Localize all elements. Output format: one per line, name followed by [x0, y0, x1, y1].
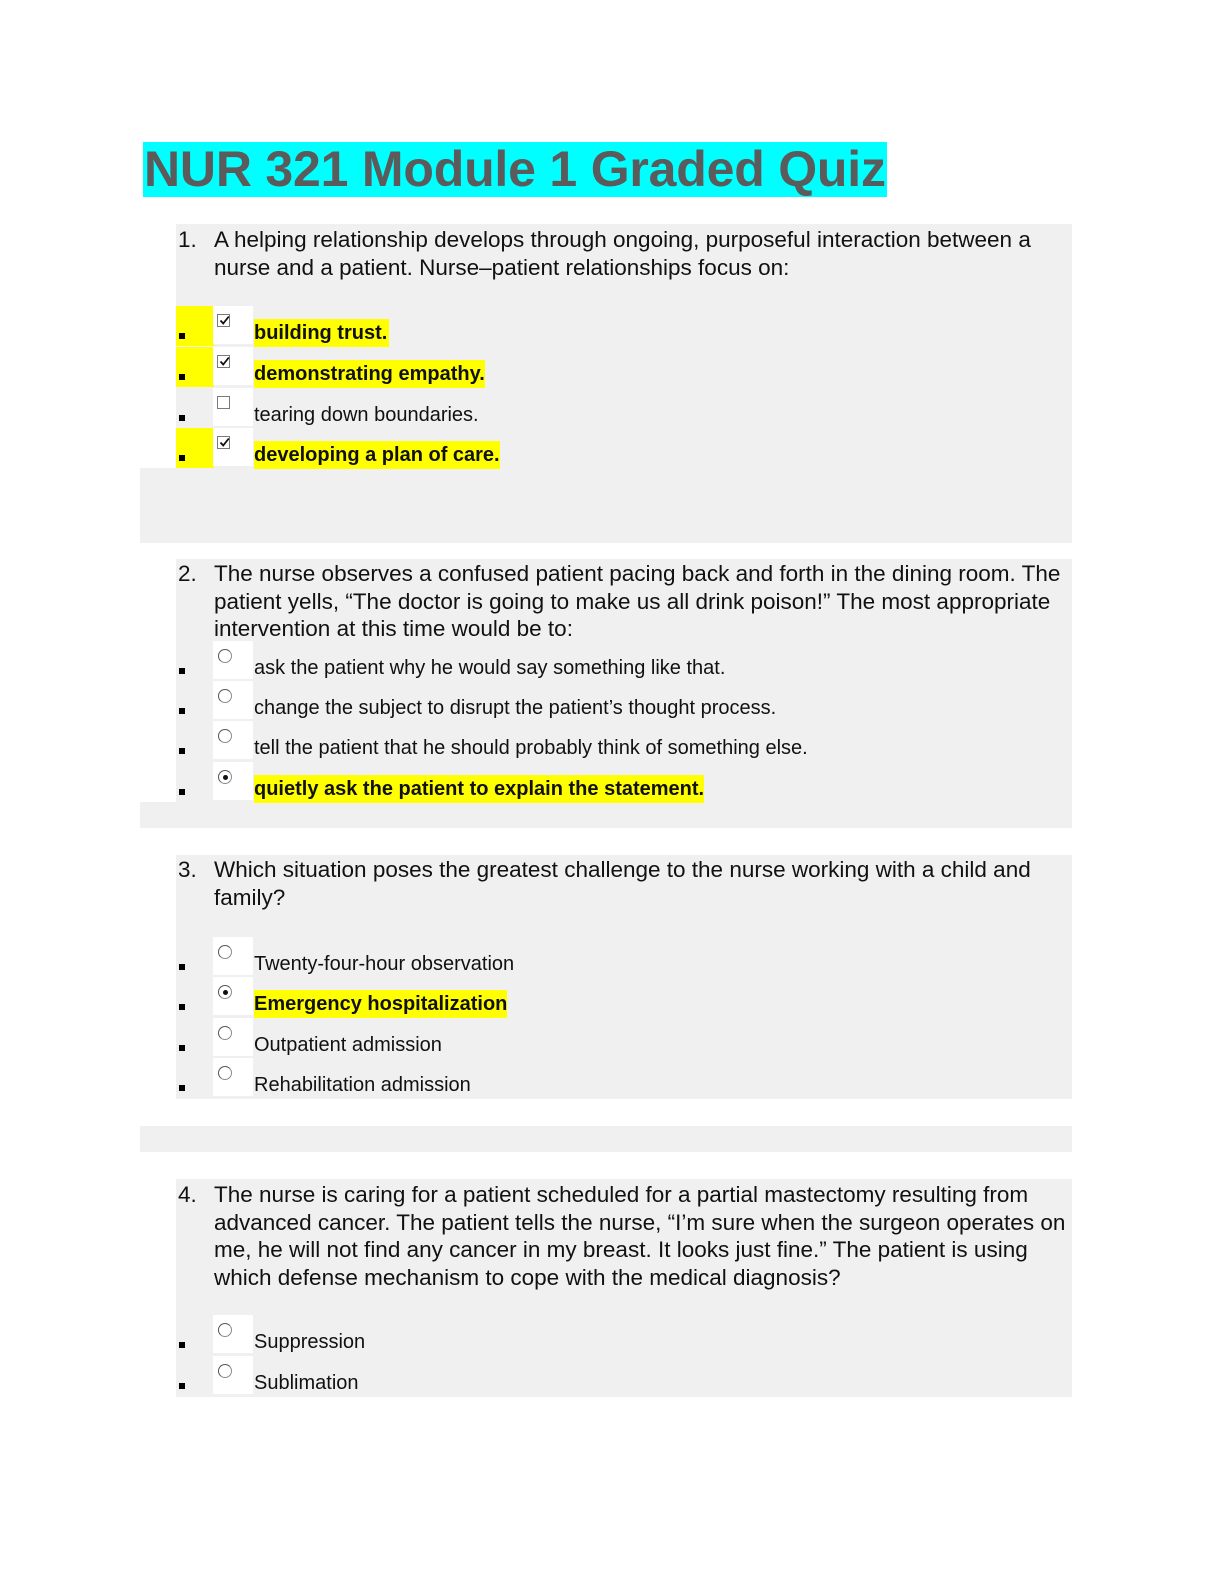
question-1-option-1[interactable] — [176, 306, 1056, 346]
question-4-option-2[interactable] — [176, 1356, 1056, 1396]
question-2-option-3[interactable] — [176, 721, 1056, 761]
question-3-option-2[interactable] — [176, 977, 1056, 1017]
radio-unselected[interactable] — [218, 1323, 232, 1337]
option-label: building trust. — [254, 319, 389, 347]
radio-unselected[interactable] — [218, 945, 232, 959]
option-label: tearing down boundaries. — [254, 404, 479, 426]
bullet-icon — [179, 789, 185, 795]
bullet-icon — [179, 1045, 185, 1051]
option-label: change the subject to disrupt the patient’s thought process. — [254, 697, 777, 719]
radio-unselected[interactable] — [218, 1066, 232, 1080]
checkbox-checked[interactable] — [217, 314, 230, 327]
radio-unselected[interactable] — [218, 1364, 232, 1378]
bullet-icon — [179, 1085, 185, 1091]
question-prompt: Which situation poses the greatest challenge to the nurse working with a child and family? — [214, 857, 1031, 910]
quiz-title-container — [143, 142, 887, 197]
question-number: 4. — [178, 1182, 197, 1207]
question-number: 3. — [178, 857, 197, 882]
radio-dot-icon — [223, 775, 228, 780]
bullet-icon — [179, 668, 185, 674]
answer-highlight — [176, 428, 214, 468]
bullet-icon — [179, 415, 185, 421]
question-3-option-3[interactable] — [176, 1018, 1056, 1058]
bullet-icon — [179, 708, 185, 714]
bullet-icon — [179, 374, 185, 380]
radio-unselected[interactable] — [218, 729, 232, 743]
bullet-icon — [179, 1383, 185, 1389]
option-label: Rehabilitation admission — [254, 1074, 471, 1096]
radio-unselected[interactable] — [218, 1026, 232, 1040]
question-4-text — [178, 1181, 1074, 1291]
option-label: Emergency hospitalization — [254, 990, 507, 1018]
question-3-option-1[interactable] — [176, 937, 1056, 977]
question-2-option-1[interactable] — [176, 641, 1056, 681]
option-label: developing a plan of care. — [254, 441, 500, 469]
radio-dot-icon — [223, 990, 228, 995]
bullet-icon — [179, 333, 185, 339]
question-3-text — [178, 856, 1074, 911]
checkbox-checked[interactable] — [217, 355, 230, 368]
question-prompt: The nurse observes a confused patient pacing back and forth in the dining room. The patient yells, “The doctor is going to make us all drink poison!” The most appropriate intervention at this time would be to: — [214, 561, 1061, 641]
answer-highlight — [176, 306, 214, 346]
checkmark-icon — [219, 437, 230, 448]
option-label: Outpatient admission — [254, 1034, 442, 1056]
option-label: ask the patient why he would say something like that. — [254, 657, 726, 679]
bullet-icon — [179, 1342, 185, 1348]
option-label: Suppression — [254, 1331, 366, 1353]
checkbox-unchecked[interactable] — [217, 396, 230, 409]
bullet-icon — [179, 964, 185, 970]
question-1-option-4[interactable] — [176, 428, 1056, 468]
page-title: NUR 321 Module 1 Graded Quiz — [144, 141, 886, 197]
question-prompt: The nurse is caring for a patient scheduled for a partial mastectomy resulting from advanced cancer. The patient tells the nurse, “I’m sure when the surgeon operates on me, he will not find any cancer in my breast. It looks just fine.” The patient is using which defense mechanism to cope with the medical diagnosis? — [214, 1182, 1066, 1290]
question-1-option-2[interactable] — [176, 347, 1056, 387]
question-1-text — [178, 226, 1074, 281]
answer-highlight — [176, 347, 214, 387]
question-prompt: A helping relationship develops through ongoing, purposeful interaction between a nurse and a patient. Nurse–patient relationships focus on: — [214, 227, 1031, 280]
question-2-text — [178, 560, 1074, 643]
radio-selected[interactable] — [218, 770, 232, 784]
radio-unselected[interactable] — [218, 689, 232, 703]
question-4-option-1[interactable] — [176, 1315, 1056, 1355]
bullet-icon — [179, 455, 185, 461]
option-label: tell the patient that he should probably think of something else. — [254, 737, 808, 759]
question-2-option-2[interactable] — [176, 681, 1056, 721]
question-1-option-3[interactable] — [176, 388, 1056, 428]
question-2-footer — [140, 802, 1072, 828]
option-label: Twenty-four-hour observation — [254, 953, 515, 975]
option-label: Sublimation — [254, 1372, 359, 1394]
question-number: 2. — [178, 561, 197, 586]
question-3-footer — [140, 1126, 1072, 1152]
radio-unselected[interactable] — [218, 649, 232, 663]
question-1-footer — [140, 468, 1072, 543]
checkmark-icon — [219, 315, 230, 326]
question-number: 1. — [178, 227, 197, 252]
option-label: quietly ask the patient to explain the statement. — [254, 775, 704, 803]
radio-selected[interactable] — [218, 985, 232, 999]
checkbox-checked[interactable] — [217, 436, 230, 449]
question-3-option-4[interactable] — [176, 1058, 1056, 1098]
bullet-icon — [179, 1004, 185, 1010]
option-label: demonstrating empathy. — [254, 360, 485, 388]
bullet-icon — [179, 748, 185, 754]
checkmark-icon — [219, 356, 230, 367]
question-2-option-4[interactable] — [176, 762, 1056, 802]
